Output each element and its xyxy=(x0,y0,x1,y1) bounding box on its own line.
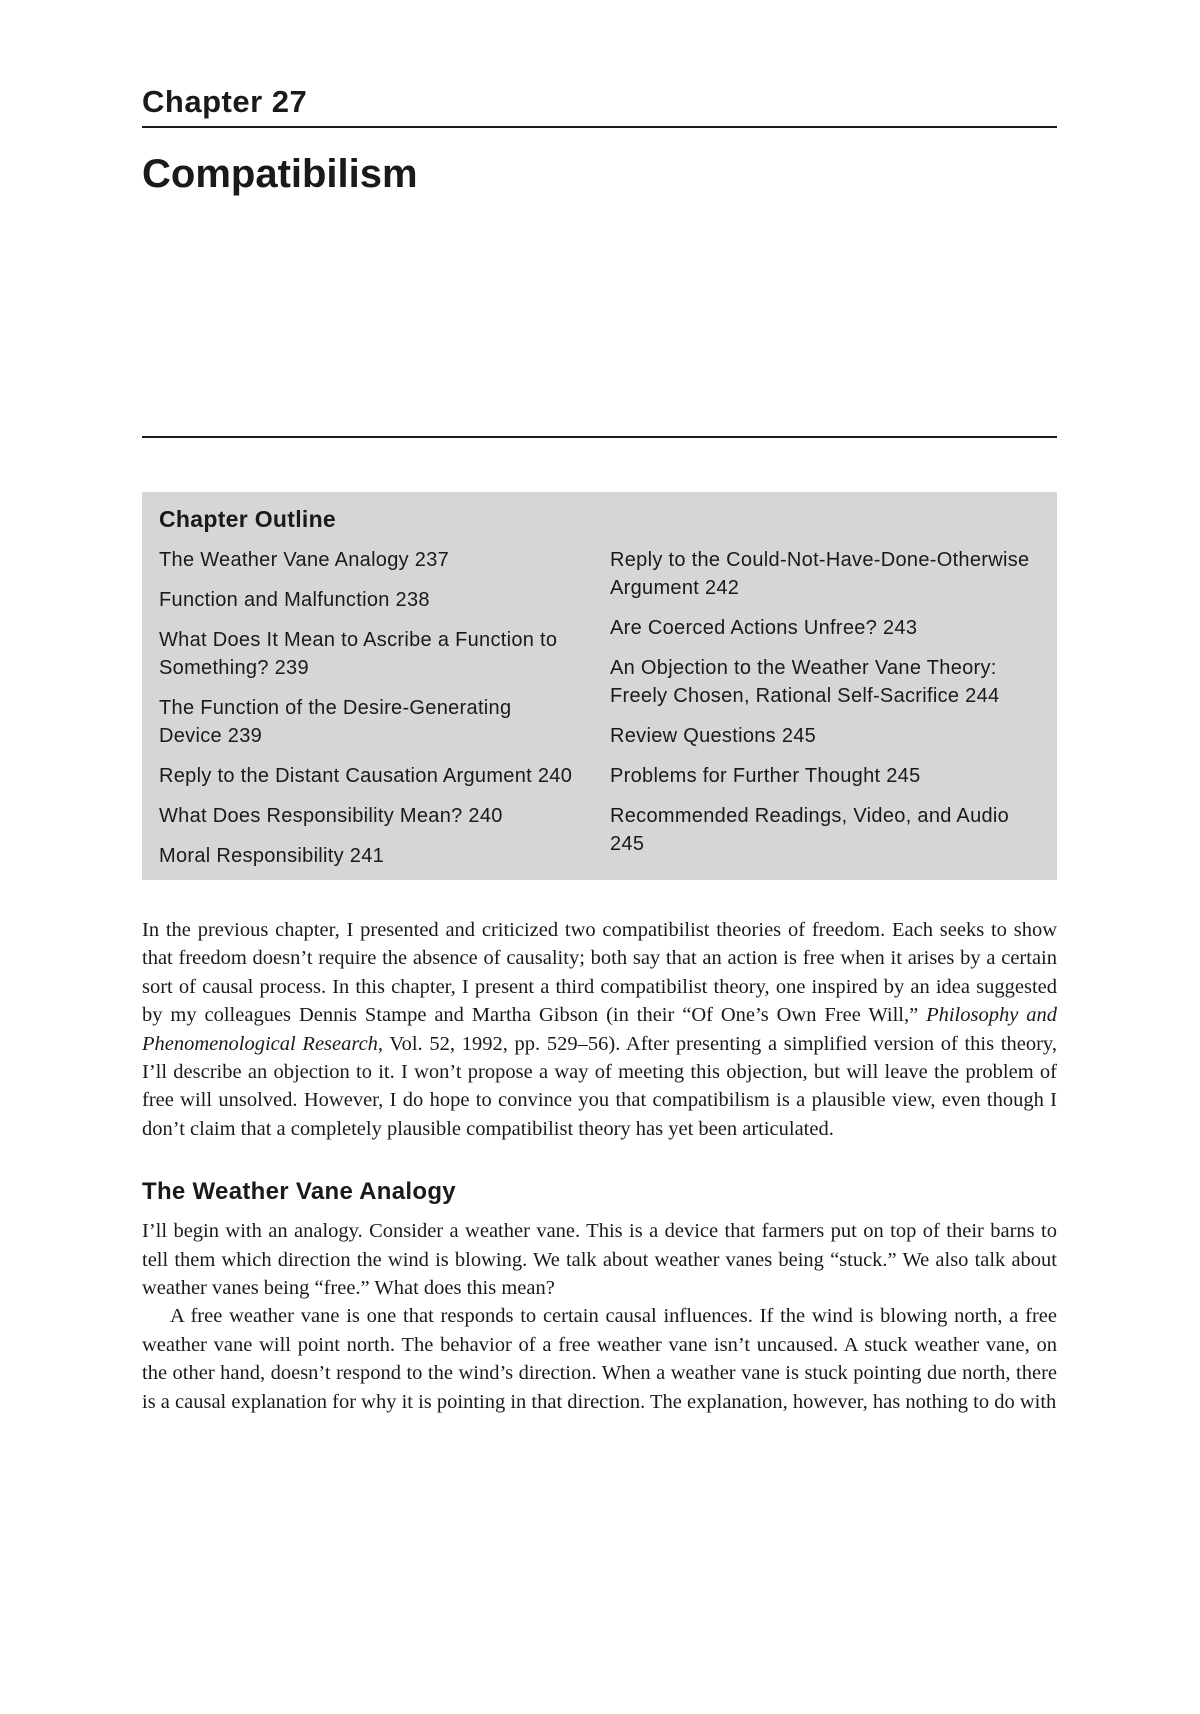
divider xyxy=(142,436,1057,438)
page xyxy=(142,82,1057,1416)
outline-item: Recommended Readings, Video, and Audio 245 xyxy=(610,805,1010,855)
journal-title: Philosophy and Phenomenological Research, xyxy=(142,1004,1057,1055)
section-heading: The Weather Vane Analogy xyxy=(142,1178,456,1206)
outline-item: What Does Responsibility Mean? 240 xyxy=(159,805,503,827)
chapter-title: Compatibilism xyxy=(142,152,418,196)
intro-text-end: Vol. 52, 1992, pp. 529–56). After presenting a simplified version of this theory, I’ll describe an objection to it. I won’t propose a way of meeting this objection, but will leave the problem of free will unsolved. However, I do hope to convince you that compatibilism is a plausible view, even though I don’t claim that a completely plausible compatibilist theory has yet been articulated. xyxy=(142,1032,1057,1140)
outline-item: Reply to the Distant Causation Argument 240 xyxy=(159,765,573,787)
outline-item: An Objection to the Weather Vane Theory: Freely Chosen, Rational Self-Sacrifice 244 xyxy=(610,657,1000,707)
outline-item: What Does It Mean to Ascribe a Function to Something? 239 xyxy=(159,629,558,679)
chapter-outline-columns xyxy=(159,546,1040,870)
body-paragraph: A free weather vane is one that responds to certain causal influences. If the wind is blowing north, a free weather vane will point north. The behavior of a free weather vane isn’t uncaused. A stuck weather vane, on the other hand, doesn’t respond to the wind’s direction. When a weather vane is stuck pointing due north, there is a causal explanation for why it is pointing in that direction. The explanation, however, has nothing to do with xyxy=(142,1305,1057,1413)
outline-item: The Function of the Desire-Generating Device 239 xyxy=(159,697,512,747)
chapter-outline-right-column xyxy=(610,546,1030,870)
chapter-label: Chapter 27 xyxy=(142,82,1057,128)
chapter-outline-heading: Chapter Outline xyxy=(159,506,337,532)
intro-paragraph xyxy=(142,916,1057,1143)
outline-item: Moral Responsibility 241 xyxy=(159,845,385,867)
outline-item: Function and Malfunction 238 xyxy=(159,589,430,611)
outline-item: Are Coerced Actions Unfree? 243 xyxy=(610,617,918,639)
intro-text-start: In the previous chapter, I presented and criticized two compatibilist theories of freedom. Each seeks to show that freedom doesn’t require the absence of causality; both say that an action is free when it arises by a certain sort of causal process. In this chapter, I present a third compatibilist theory, one inspired by an idea suggested by my colleagues Dennis Stampe and Martha Gibson (in their “Of One’s Own Free Will,” xyxy=(142,919,1057,1027)
outline-item: Review Questions 245 xyxy=(610,725,817,747)
outline-item: The Weather Vane Analogy 237 xyxy=(159,549,450,571)
outline-item: Problems for Further Thought 245 xyxy=(610,765,921,787)
chapter-outline-left-column xyxy=(159,546,579,870)
body-paragraph: I’ll begin with an analogy. Consider a weather vane. This is a device that farmers put on top of their barns to tell them which direction the wind is blowing. We talk about weather vanes being “stuck.” We also talk about weather vanes being “free.” What does this mean? xyxy=(142,1220,1057,1300)
chapter-outline-box xyxy=(142,492,1057,880)
outline-item: Reply to the Could-Not-Have-Done-Otherwise Argument 242 xyxy=(610,549,1030,599)
